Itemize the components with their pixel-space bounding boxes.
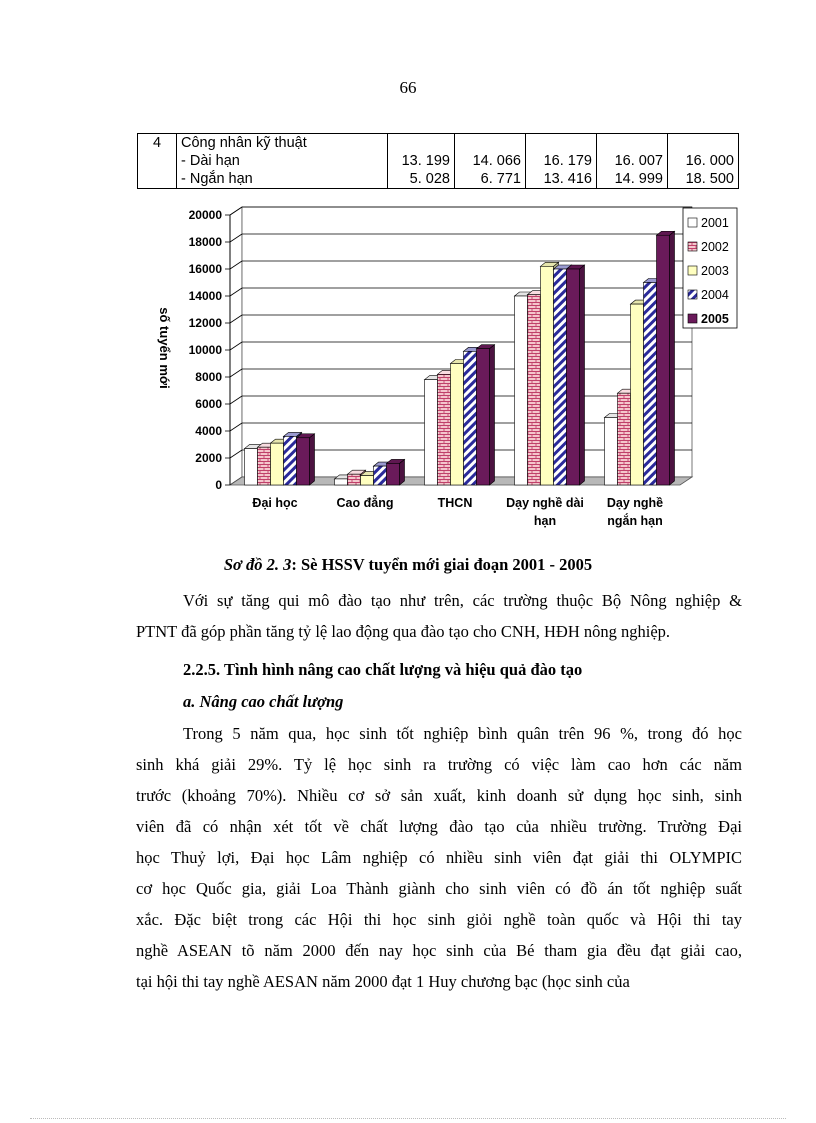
text-line: nghề ASEAN tõ năm 2000 đến nay học sinh của Bé tham gia đều đạt giải cao, [136,941,742,960]
y-tick-label: 2000 [195,451,222,465]
text-line: cơ học Quốc gia, giải Loa Thành giành cho sinh viên có đồ án tốt nghiệp suất [136,879,742,898]
bar-2001 [425,380,438,485]
bar-2002 [618,393,631,485]
cell-value: 13. 199 [401,153,450,169]
table-cell-values [668,134,739,189]
bar-2001 [245,449,258,485]
row-label: - Dài hạn [181,153,240,169]
y-tick-label: 8000 [195,370,222,384]
text-line: PTNT đã góp phần tăng tỷ lệ lao động qua đào tạo cho CNH, HĐH nông nghiệp. [136,622,671,641]
bar-side [310,434,315,485]
text-line: tại hội thi tay nghề AESAN năm 2000 đạt 1 Huy chương bạc (học sinh của [136,972,630,991]
table-cell-values [597,134,668,189]
x-tick-label: hạn [533,514,557,528]
bar-2005 [477,349,490,485]
x-tick-label: Dạy nghề [606,496,664,510]
bar-side [400,459,405,485]
text-line: Trong 5 năm qua, học sinh tốt nghiệp bình quân trên 96 %, trong đó học [183,724,742,743]
bar-2003 [451,364,464,486]
bar-2004 [554,269,567,485]
caption-text: : Sè HSSV tuyển mới giai đoạn 2001 - 2005 [291,555,593,574]
y-tick-label: 18000 [188,235,222,249]
bar-chart [150,203,750,538]
y-tick-label: 10000 [188,343,222,357]
bar-2002 [528,295,541,485]
bar-2002 [258,447,271,485]
bar-2001 [335,479,348,485]
page-number: 66 [399,78,417,97]
text-line: sinh khá giải 29%. Tỷ lệ học sinh ra trường có việc làm cao hơn các năm [136,755,742,774]
bar-2005 [567,269,580,485]
bar-2003 [361,476,374,485]
section-heading: 2.2.5. Tình hình nâng cao chất lượng và hiệu quả đào tạo [183,660,583,679]
table-cell-values [455,134,526,189]
table-cell-values [526,134,597,189]
y-tick-label: 16000 [188,262,222,276]
y-tick-label: 4000 [195,424,222,438]
table-cell-index: 4 [138,134,177,189]
text-line: xắc. Đặc biệt trong các Hội thi học sinh giỏi nghề toàn quốc và Hội thi tay [136,910,742,929]
cell-value: 13. 416 [543,171,592,187]
row-label: Công nhân kỹ thuật [181,135,307,151]
bar-2001 [605,418,618,486]
legend-label: 2002 [701,240,729,254]
x-tick-label: ngắn hạn [607,514,663,528]
bar-2005 [387,463,400,485]
legend-label: 2004 [701,288,729,302]
bar-2005 [657,235,670,485]
cell-value: 18. 500 [685,171,734,187]
bar-2003 [271,443,284,485]
legend-swatch [688,314,697,323]
cell-value: 16. 000 [685,153,734,169]
bar-2002 [438,374,451,485]
paragraph-1 [136,585,742,647]
bar-2001 [515,296,528,485]
legend-label: 2001 [701,216,729,230]
x-tick-label: Dạy nghề dài [506,496,584,510]
table-cell-values [388,134,455,189]
y-axis-label: số tuyển mới [157,307,172,389]
bar-side [580,265,585,485]
bar-side [490,345,495,485]
x-tick-label: THCN [437,496,473,510]
y-tick-label: 20000 [188,208,222,222]
paragraph-2 [136,718,742,997]
legend-swatch [688,218,697,227]
legend-label: 2003 [701,264,729,278]
text-line: học Thuỷ lợi, Đại học Lâm nghiệp có nhiều sinh viên đạt giải thi OLYMPIC [136,848,742,867]
footer-rule [30,1118,786,1119]
table-row [138,134,739,189]
cell-value: 14. 066 [472,153,521,169]
bar-2004 [374,466,387,485]
cell-value: 5. 028 [409,171,450,187]
text-line: trước (khoảng 70%). Nhiều cơ sở sản xuất, kinh doanh sử dụng học sinh, sinh [136,786,742,805]
legend-swatch [688,290,697,299]
row-label: - Ngắn hạn [181,171,253,187]
y-tick-label: 0 [215,478,222,492]
cell-value: 16. 179 [543,153,592,169]
x-tick-label: Đại học [252,496,298,510]
cell-value: 6. 771 [480,171,521,187]
text-line: viên đã có nhận xét tốt về chất lượng đào tạo của nhiều trường. Trường Đại [136,817,742,836]
bar-2004 [644,283,657,486]
y-tick-label: 12000 [188,316,222,330]
text-line: Với sự tăng qui mô đào tạo như trên, các trường thuộc Bộ Nông nghiệp & [183,591,742,610]
cell-value: 14. 999 [614,171,663,187]
bar-2005 [297,438,310,485]
legend-label: 2005 [701,312,729,326]
bar-side [670,231,675,485]
bar-2004 [464,351,477,485]
bar-2003 [541,266,554,485]
bar-2002 [348,474,361,485]
table-cell-labels [177,134,388,189]
y-tick-label: 6000 [195,397,222,411]
chart-caption [0,555,816,575]
data-table [137,133,739,189]
subsection-heading: a. Nâng cao chất lượng [183,692,344,711]
bar-2004 [284,436,297,485]
y-tick-label: 14000 [188,289,222,303]
bar-2003 [631,304,644,485]
legend-swatch [688,242,697,251]
legend-swatch [688,266,697,275]
caption-prefix: Sơ đồ 2. 3 [223,555,292,574]
x-tick-label: Cao đẳng [336,496,394,510]
cell-value: 16. 007 [614,153,663,169]
